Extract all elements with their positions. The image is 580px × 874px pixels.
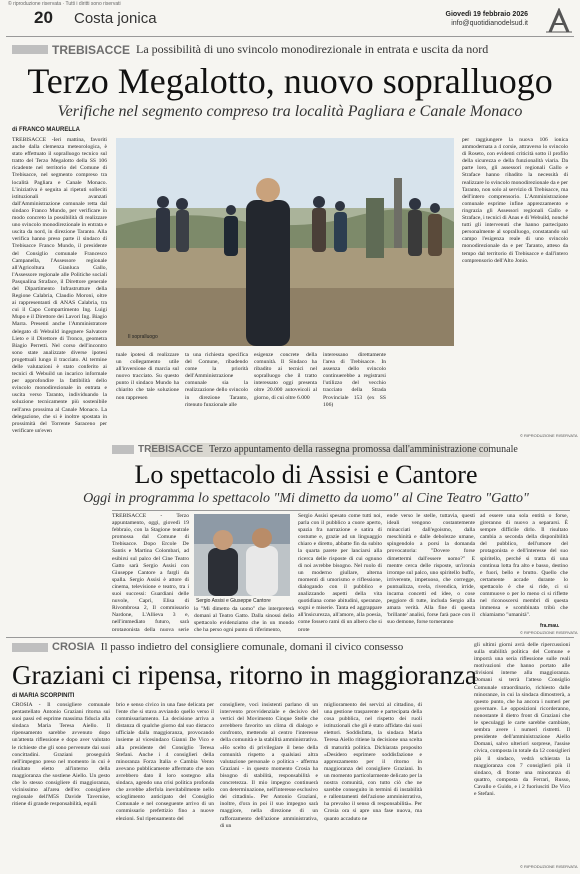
article2-rights: © RIPRODUZIONE RISERVATA — [520, 630, 578, 635]
section-title: Costa jonica — [74, 10, 157, 27]
article1-column-4: esigenze concrete della comunità. Il Sindaco ha ribadito ai tecnici nel sopralluogo che il tratto interessato oggi presenta oltre 20.000 autoveicoli al giorno, di cui oltre 6.000 — [254, 352, 317, 401]
article3-column-4: miglioramento dei servizi al cittadino, di una gestione trasparente e partecipata della cosa pubblica, nel rispetto dei ruoli istituzionali che gli è stato affidato dai suoi elettori. Soddisfatta, la sindaca Maria Teresa Aiello ritiene la decisione una scelta di maturità politica. Dichiarata proposito «Desidero esprimere soddisfazione e apprezzamento per il ritorno in maggioranza del consigliere Graziani. In un momento particolarmente delicato per la nostra comunità, con tutto ciò che ne sarebbe conseguito in termini di instabilità e rallentamenti dell'azione amministrativa, ha prevalso il senso di responsabilità». Per Crosia ora si apre una fase nuova, ma quanto accaduto ne — [324, 702, 422, 822]
article3-divider — [6, 637, 574, 638]
article1-location: TREBISACCE — [52, 42, 131, 57]
article1-byline: di FRANCO MAURELLA — [12, 127, 80, 133]
article1-title: Terzo Megalotto, nuovo sopralluogo — [27, 61, 553, 101]
article1-kicker — [12, 42, 488, 57]
newspaper-email: info@quotidianodelsud.it — [451, 20, 528, 27]
article3-column-5: gli ultimi giorni avrà delle ripercussioni sulla stabilità politica del Comune e imporrà una seria riflessione sulle reali motivazioni che hanno portato alle divisioni interne alla maggioranza. Domani si terrà l'atteso Consiglio Comunale straordinario, richiesto dalle minoranze, in cui la sindaca dimostrerà, a questo punto, che ha ancora i numeri per governare. Le opposizioni ricorderanno, nonostante il dietro front di Graziani che le speculaggi le carte sarebbe cambiate, sembra avere i numeri ristretti. Il presidente dell'amministrazione Aiello Domani, salvo ulteriori sorprese, l'assise civica, composta in totale da 12 consiglieri più il sindaco, vedrà schierata la maggioranza con 7 consiglieri più il sindaco, di fronte una minoranza di quattro, composta da Ferrari, Russo, Cavallo e Guido, e i 2 fuoriusciti De Vico e Stefani. — [474, 642, 570, 797]
article3-byline: di MARIA SCORPINITI — [12, 693, 75, 699]
article2-photo — [194, 514, 290, 596]
article2-divider — [112, 510, 570, 511]
article1-column-6: per raggiungere la nuova 106 ionica ammodernata a 4 corsie, attraverso lo svincolo di Roseto, con evidenti criticità sotto il profilo della sicurezza e della funzionalità viaria. Da parte loro, gli assessori regionali Gallo e Straface hanno ribadito la necessità di realizzare lo svincolo monodirezionale da e per Taranto, non solo al servizio di Trebisacce, ma dell'intero comprensorio. L'Amministrazione comunale esprime infine apprezzamento e ringrazia gli Assessori regionali Gallo e Straface, i tecnici di Anas e di Webuild, nonché tutti gli intervenuti che hanno partecipato personalmente al sopralluogo, constatando sul campo l'esigenza reale di uno svincolo monodirezionale da e per Taranto, atteso da tempo dal territorio di Trebisacce e dall'intero comprensorio dell'Alto Jonio. — [462, 137, 568, 264]
article2-kicker-text: Terzo appuntamento della rassegna promossa dall'amministrazione comunale — [209, 444, 518, 455]
page-credit: © riproduzione riservata · Tutti i diritti sono riservati — [8, 1, 121, 7]
article1-kicker-text: La possibilità di uno svincolo monodirezionale in entrata e uscita da nord — [136, 42, 489, 56]
article1-column-1: TREBISACCE -Ieri mattina, favoriti anche dalla clemenza meteorologica, è stato effettuato il sopralluogo tecnico sul tratto del Terzo Megalotto della SS 106 ricadente nel territorio del Comune di Trebisacce, nel segmento compreso tra località Pagliara e Canale Monaco. L'iniziativa è seguita ai ripetuti solleciti istituzionali avanzati dall'Amministrazione comunale retta dal sindaco Franco Mundo, per verificare in modo concreto la possibilità di realizzare uno svincolo monodirezionale in entrata e uscita da nord, in direzione Taranto. Alla verifica hanno preso parte il sindaco di Trebisacce Franco Mundo, il presidente del Consiglio comunale Francesco Campanella, l'Assessore regionale all'Agricoltura Gianluca Gallo, l'Assessore regionale alle Politiche sociali Pasqualina Straface, il Direttore generale del Dipartimento Infrastrutture della Regione Calabria, Claudio Moroni, oltre ai rappresentanti di ANAS Calabria, tra cui il Capo Compartimento Ing. Luigi Mupo e il Direttore dei Lavori Ing. Biagio Marra. Presenti anche l'Amministratore delegato di Webuild ingegnere Salvatore Lieto e il Direttore di Tronco, geometra Biagio Perretti. Nel corso dell'incontro sono state analizzate diverse ipotesi progettuali lungo il tracciato. Al termine delle valutazioni è stato conferito ai tecnici di Webuild un incarico informale per approfondire la fattibilità dello svincolo monodirezionale in entrata e uscita verso Taranto, individuando la soluzione tecnicamente più sostenibile nell'area prossima al Canale Monaco. La delegazione, che si è inoltre spostata in prossimità del Torrente Saraceno per verificare un'even — [12, 137, 107, 434]
article1-column-2: tuale ipotesi di realizzare un collegamento utile all'inversione di marcia sul nuovo tracciato. Su questo punto il sindaco Mundo ha chiarito che tale soluzione non rappresen — [116, 352, 179, 401]
article3-rights: © RIPRODUZIONE RISERVATA — [520, 864, 578, 869]
article1-column-3: ta una richiesta specifica del Comune, ribadendo come la priorità dell'Amministrazione comunale sia la realizzazione dello svincolo in direzione Taranto, ritenuto funzionale alle — [185, 352, 248, 408]
article3-kicker-text: Il passo indietro del consigliere comunale, domani il civico consesso — [100, 641, 404, 653]
article1-subtitle: Verifiche nel segmento compreso tra località Pagliara e Canale Monaco — [57, 103, 523, 120]
article1-photo-caption: Il sopralluogo — [128, 334, 158, 340]
article3-title: Graziani ci ripensa, ritorno in maggioranza — [12, 660, 477, 690]
article2-column-5: ad essere una sola entità o forse, gireranno di nuovo a separarsi. È sempre difficile dirlo. Il risultato cambia a seconda della disponibilità del pubblico, dell'umore del protagonista e dell'interesse del suo spiritello, perché si tratta di una continua lotta fra alto e basso, destino e fuori, bello e brutto. Quello che certamente accade durante lo spettacolo è che si ride, ci si commuove o per lo meno ci si riflette nel riconoscersi membri di questa immensa e scombinata tribù che chiamiamo "umanità". — [480, 513, 568, 619]
article3-location: CROSIA — [52, 641, 95, 653]
article2-column-1: TREBISACCE - Terzo appuntamento, oggi, giovedì 19 febbraio, con la Stagione teatrale promossa dal Comune di Trebisacce. Dopo Ercole De Santis e Martina Colombari, ad esibirsi sul palco del Cine Teatro Gatto sarà Sergio Assisi con Giuseppe Cantore a fargli da spalla. Sergio Assisi è attore di cinema, televisione e teatro, tra i suoi successi: Guardiani delle nuvole, Capri, Elisa di Rivombrosa 2, Il commissario Nardone, L'Allieva 3 e, nell'immediato futuro, sarà protagonista della nuova serie — [112, 513, 189, 631]
kicker-bar — [12, 643, 48, 652]
article2-title: Lo spettacolo di Assisi e Cantore — [134, 460, 478, 489]
actors-image — [194, 514, 290, 596]
site-inspection-image — [116, 138, 454, 346]
article3-column-2: brio e senso civico in una fase delicata per l'ente che si stava avviando quello verso il commissariamento. La decisione arriva a distanza di qualche giorno dal suo distacco ufficiale dalla maggioranza, provocando insieme al vicesindaco Gianni De Vico e alla presidente del Consiglio Teresa Stefani. Anche i 4 consiglieri della minoranza Forza Italia e Cambia Vento avevano pubblicamente affermato che non avrebbero dato il loro sostegno alla sindaca, agendo una crisi politica profonda che avrebbe aferfola inevitabilmente nello scioglimento anticipato del Consiglio Comunale e nel conseguente arrivo di un commissario prefettizio fino a nuove elezioni. Sul ripensamento del — [116, 702, 214, 822]
article3-column-3: consigliere, voci insistenti parlano di un intervento provvidenziale e decisivo del vertici del Movimento Cinque Stelle che avrebbero favorito un clima di dialogo e confronto, mettendo al centro l'interesse della comunità e la stabilità amministrativa. «Ho scelto di privilegiare il bene della comunità rispetto a qualsiasi altra valutazione personale o politica - afferma Graziani - in questo momento Crosia ha bisogno di stabilità, responsabilità e concretezza. Il mio impegno continuerà con determinazione, nell'interesse esclusivo dei cittadini». Per Antonio Graziani, inoltre, d'ora in poi il suo impegno sarà maggiore, nella direzione di un rafforzamento dell'azione amministrativa, di un — [220, 702, 318, 829]
article2-kicker — [112, 444, 518, 455]
article1-rights: © RIPRODUZIONE RISERVATA — [520, 433, 578, 438]
kicker-bar — [12, 45, 48, 54]
article2-column-4: ende verso le stelle, tuttavia, questi ideali vengono costantemente minacciati dall'egoismo, dalla meschinità e dalle debolezze umane, spingendolo a porsi la domanda provocatoria: "Dovere forse dimettermi dall'essere uomo?" E mentre cerca delle risposte, un'ironia irrompe sul palco, uno spiritello buffo, irriverente, impetuoso, che corregge, puntualizza, svela, rivendica, irride, incarna concetti ed idee, o cose peggiore di tutte, includa Sergio alla amara verità. Alla fine di questa 'brillante' analisi, forse farà pace con il suo demone, forse torneranno — [387, 513, 475, 626]
newspaper-logo-icon — [544, 8, 574, 34]
issue-date: Giovedì 19 febbraio 2026 — [445, 11, 528, 18]
article2-signature: fra.mau. — [540, 623, 560, 629]
page-number: 20 — [34, 8, 53, 27]
article2-column-3: Sergio Assisi spesato come tutti noi, parla con il pubblico a cuore aperto, spazia fra narrazione e satira di costume e, grazie ad un linguaggio chiaro e diretto, abbatte fin da subito la quarta parete per lanciarsi alla ricerca delle risposte di cui ognuno di noi avrebbe bisogno. Nel ruolo di un moderno giullare, alterna momenti di umorismo e riflessione, dialogando con il pubblico e analizzando aspetti della vita quotidiana come abitudini, speranze, sogni e miserie. Tanta ed aggrappare all'insicurezza, all'amore, alla poesia, come fossero rami di un albero che si prote — [298, 513, 382, 631]
article2-photo-caption: Sergio Assisi e Giuseppe Cantore — [196, 598, 271, 604]
header-divider — [6, 36, 574, 37]
article3-kicker — [12, 641, 403, 653]
article2-column-2: lo "Mi dimetto da uomo" che interpreterà domani al Teatro Gatto. Dalla sinossi dello spettacolo evidenziamo che in un mondo che ha perso ogni punto di riferimento, — [194, 606, 294, 632]
article2-location: TREBISACCE — [138, 444, 204, 455]
article1-photo — [116, 138, 454, 346]
article3-column-1: CROSIA - Il consigliere comunale pentastellato Antonio Graziani ritorna sui suoi passi ed esprime massima fiducia alla sindaca Maria Teresa Aiello. Il ripensamento sarebbe avvenuto dopo un'attenta riflessione e dopo aver valutato le richieste che gli sono pervenute dai suoi concittadini. Graziani proseguirà nell'impegno preso nel momento in cui è risultato eletto all'interno della maggioranza che sostiene Aiello. Un gesto che lo stesso consigliere di maggioranza, vicinissimo all'area dell'ex consigliere regionale dell'M5S Davide Tavernise, ritiene di grande responsabilità, equili — [12, 702, 110, 808]
page-header — [0, 8, 580, 34]
kicker-bar — [112, 445, 134, 454]
article2-subtitle: Oggi in programma lo spettacolo "Mi dimetto da uomo" al Cine Teatro "Gatto" — [83, 491, 529, 506]
article1-column-5: interessano direttamente l'area di Trebisacce. In assenza dello svincolo continuerebbe a registrarsi l'utilizzo del vecchio tracciato della Strada Provinciale 153 (ex SS 106) — [323, 352, 386, 408]
